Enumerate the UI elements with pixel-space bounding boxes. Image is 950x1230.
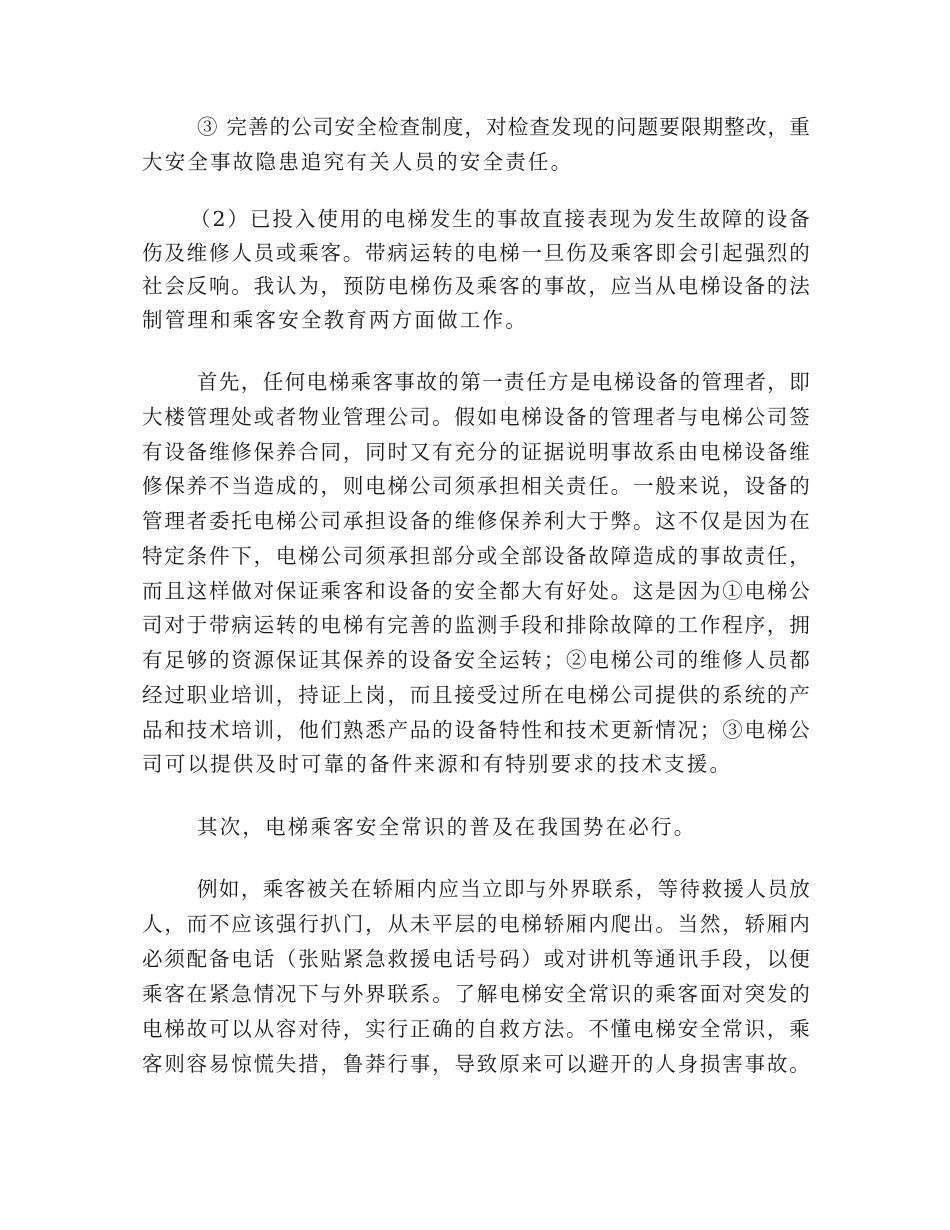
paragraph-3-line-8: 司对于带病运转的电梯有完善的监测手段和排除故障的工作程序，拥 (142, 613, 810, 637)
paragraph-3-line-12: 司可以提供及时可靠的备件来源和有特别要求的技术支援。 (142, 752, 733, 776)
paragraph-4-line-1: 其次，电梯乘客安全常识的普及在我国势在必行。 (197, 815, 697, 839)
paragraph-1-line-1: ③ 完善的公司安全检查制度，对检查发现的问题要限期整改，重 (197, 115, 810, 139)
paragraph-3-line-1: 首先，任何电梯乘客事故的第一责任方是电梯设备的管理者，即 (197, 370, 810, 394)
paragraph-3-line-4: 修保养不当造成的，则电梯公司须承担相关责任。一般来说，设备的 (142, 474, 810, 498)
paragraph-3-line-10: 经过职业培训，持证上岗，而且接受过所在电梯公司提供的系统的产 (142, 683, 810, 707)
paragraph-5-line-2: 人，而不应该强行扒门，从未平层的电梯轿厢内爬出。当然，轿厢内 (142, 912, 810, 936)
paragraph-5-line-5: 电梯故可以从容对待，实行正确的自救方法。不懂电梯安全常识，乘 (142, 1017, 810, 1041)
paragraph-2-line-2: 伤及维修人员或乘客。带病运转的电梯一旦伤及乘客即会引起强烈的 (142, 241, 810, 265)
paragraph-3-line-3: 有设备维修保养合同，同时又有充分的证据说明事故系由电梯设备维 (142, 440, 810, 464)
paragraph-2-line-1: （2）已投入使用的电梯发生的事故直接表现为发生故障的设备 (190, 207, 810, 231)
paragraph-5-line-3: 必须配备电话（张贴紧急救援电话号码）或对讲机等通讯手段，以便 (142, 947, 810, 971)
paragraph-3-line-7: 而且这样做对保证乘客和设备的安全都大有好处。这是因为①电梯公 (142, 579, 810, 603)
paragraph-5-line-4: 乘客在紧急情况下与外界联系。了解电梯安全常识的乘客面对突发的 (142, 982, 810, 1006)
paragraph-2-line-3: 社会反响。我认为，预防电梯伤及乘客的事故，应当从电梯设备的法 (142, 274, 810, 298)
paragraph-2-line-4: 制管理和乘客安全教育两方面做工作。 (142, 308, 528, 332)
paragraph-1-line-2: 大安全事故隐患追究有关人员的安全责任。 (142, 150, 574, 174)
paragraph-3-line-2: 大楼管理处或者物业管理公司。假如电梯设备的管理者与电梯公司签 (142, 405, 810, 429)
paragraph-5-line-1: 例如，乘客被关在轿厢内应当立即与外界联系，等待救援人员放 (197, 877, 810, 901)
paragraph-3-line-6: 特定条件下，电梯公司须承担部分或全部设备故障造成的事故责任， (142, 544, 810, 568)
paragraph-5-line-6: 客则容易惊慌失措，鲁莽行事，导致原来可以避开的人身损害事故。 (142, 1052, 810, 1076)
paragraph-3-line-5: 管理者委托电梯公司承担设备的维修保养利大于弊。这不仅是因为在 (142, 509, 810, 533)
paragraph-3-line-9: 有足够的资源保证其保养的设备安全运转；②电梯公司的维修人员都 (142, 648, 810, 672)
paragraph-3-line-11: 品和技术培训，他们熟悉产品的设备特性和技术更新情况；③电梯公 (142, 718, 810, 742)
